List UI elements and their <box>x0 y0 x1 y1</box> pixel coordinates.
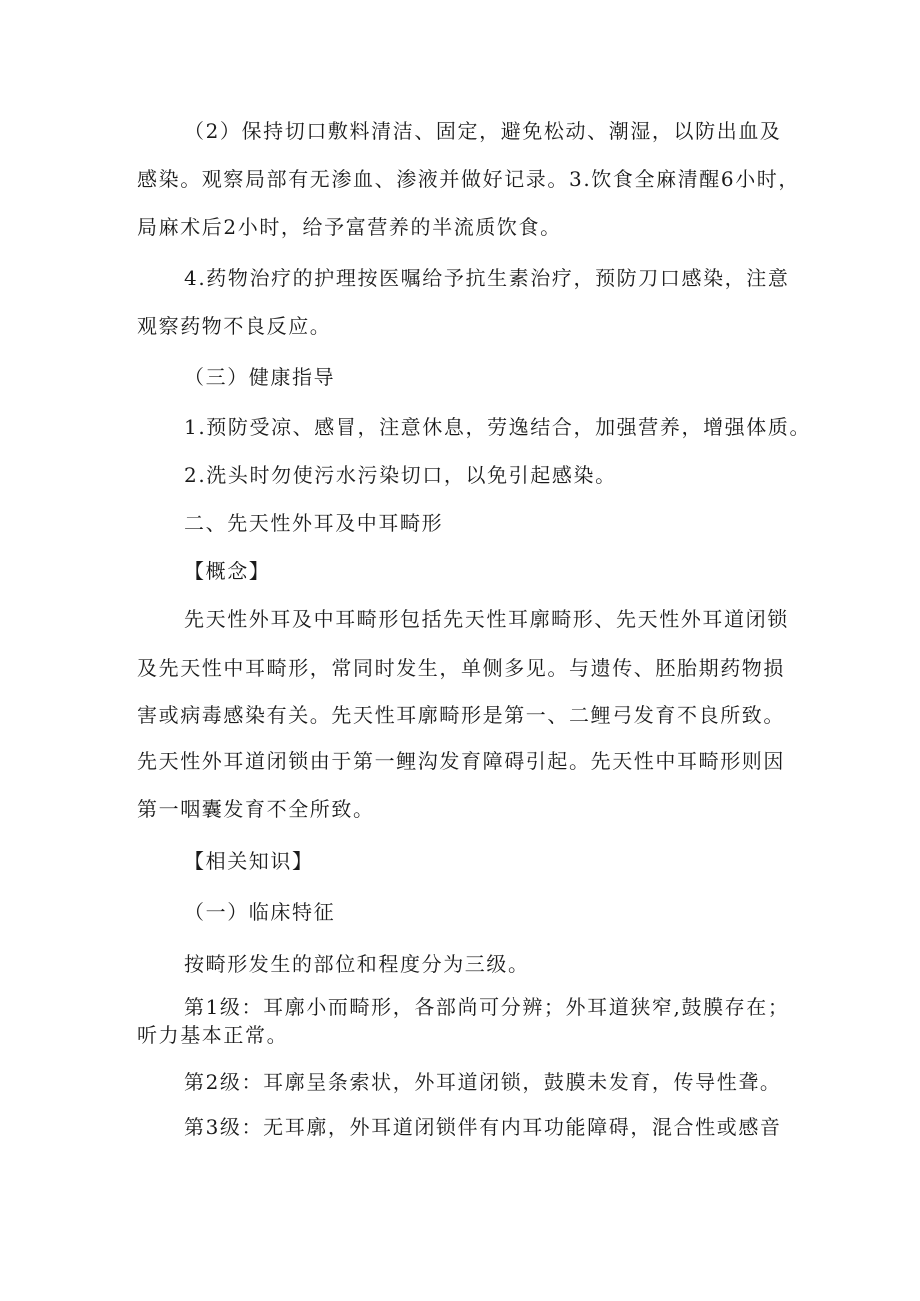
paragraph-line: 及先天性中耳畸形，常同时发生，单侧多见。与遗传、胚胎期药物损 <box>137 656 785 680</box>
grade-item: 第1级：耳廓小而畸形，各部尚可分辨；外耳道狭窄,鼓膜存在； <box>184 995 790 1019</box>
list-item: 2.洗头时勿使污水污染切口，以免引起感染。 <box>184 463 617 487</box>
section-heading: （一）临床特征 <box>184 900 336 924</box>
grade-item: 第2级：耳廓呈条索状，外耳道闭锁，鼓膜未发育，传导性聋。 <box>184 1070 782 1094</box>
paragraph-line: 观察药物不良反应。 <box>137 314 332 338</box>
grade-item: 第3级：无耳廓，外耳道闭锁伴有内耳功能障碍，混合性或感音 <box>184 1115 782 1139</box>
paragraph-line: 第一咽囊发育不全所致。 <box>137 797 375 821</box>
paragraph-line: 先天性外耳及中耳畸形包括先天性耳廓畸形、先天性外耳道闭锁 <box>184 607 789 631</box>
section-label-related-knowledge: 【相关知识】 <box>184 849 314 873</box>
chapter-heading: 二、先天性外耳及中耳畸形 <box>184 511 444 535</box>
section-label-concept: 【概念】 <box>184 559 271 583</box>
section-heading: （三）健康指导 <box>184 365 336 389</box>
paragraph-line: 害或病毒感染有关。先天性耳廓畸形是第一、二鲤弓发育不良所致。 <box>137 703 785 727</box>
paragraph-line: 按畸形发生的部位和程度分为三级。 <box>184 952 530 976</box>
paragraph-line: （2）保持切口敷料清洁、固定，避免松动、潮湿，以防出血及 <box>184 119 782 143</box>
paragraph-line: 听力基本正常。 <box>137 1023 289 1047</box>
paragraph-line: 4.药物治疗的护理按医嘱给予抗生素治疗，预防刀口感染，注意 <box>184 266 790 290</box>
paragraph-line: 先天性外耳道闭锁由于第一鲤沟发育障碍引起。先天性中耳畸形则因 <box>137 749 785 773</box>
list-item: 1.预防受凉、感冒，注意休息，劳逸结合，加强营养，增强体质。 <box>184 415 812 439</box>
paragraph-line: 局麻术后2小时，给予富营养的半流质饮食。 <box>137 215 562 239</box>
paragraph-line: 感染。观察局部有无渗血、渗液并做好记录。3.饮食全麻清醒6小时， <box>137 167 801 191</box>
